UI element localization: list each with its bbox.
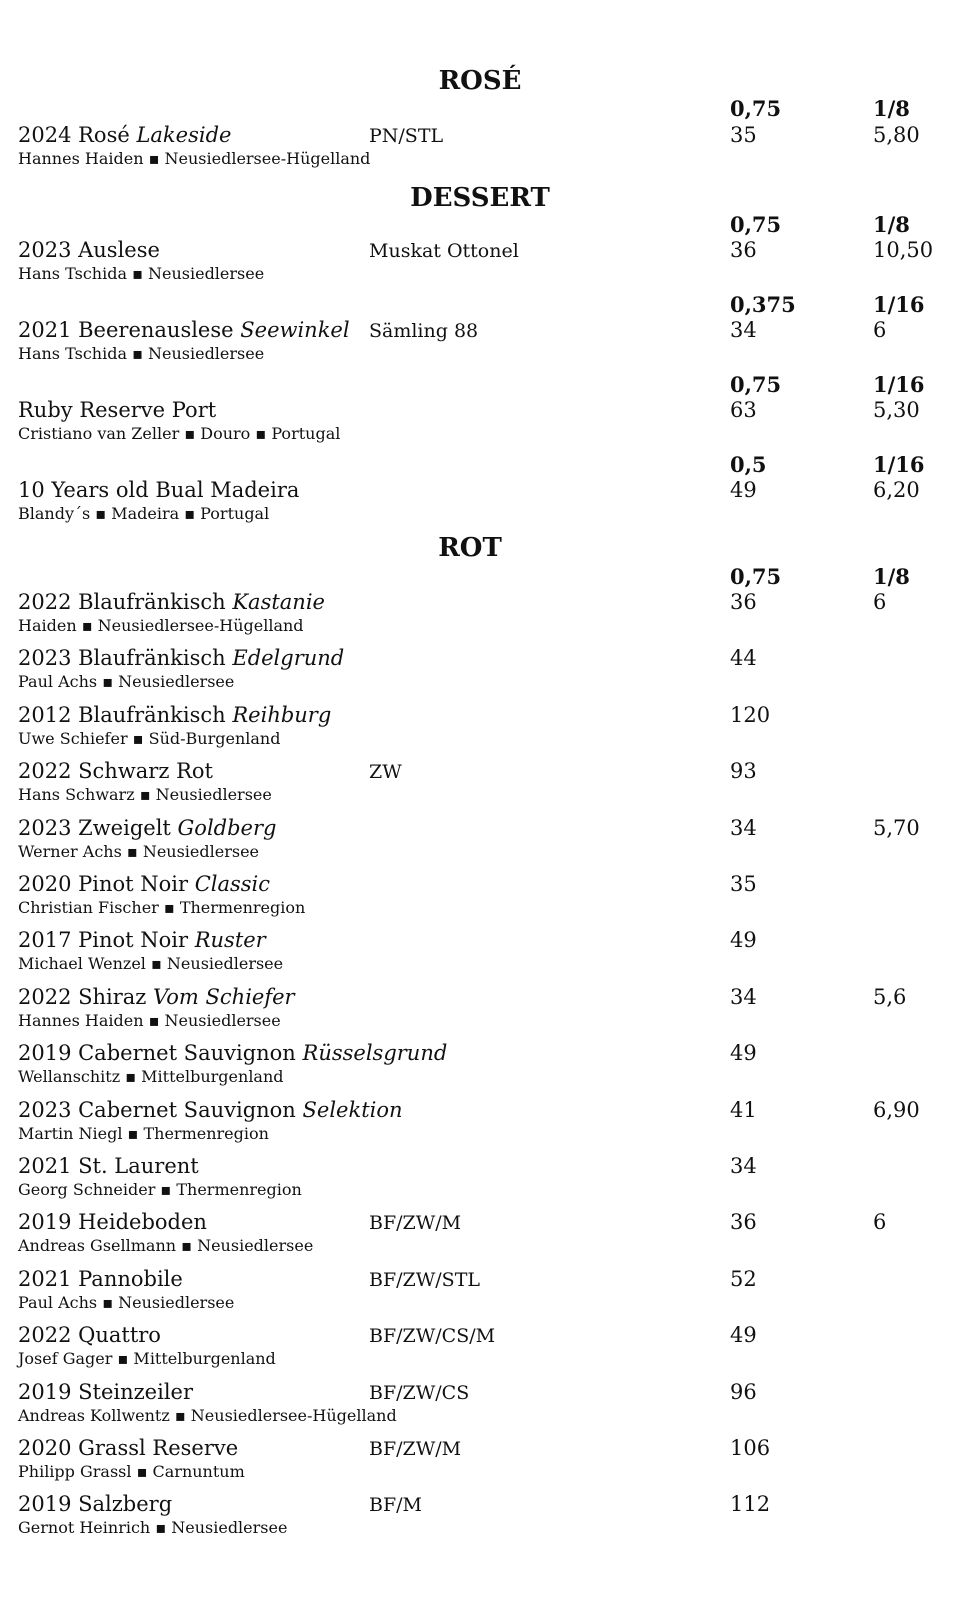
- wine-name: 2012 Blaufränkisch Reihburg: [18, 702, 332, 727]
- wine-entry: [18, 816, 938, 870]
- wine-producer: Uwe Schiefer ▪ Süd-Burgenland: [18, 728, 281, 748]
- price-bottle: 49: [730, 1041, 757, 1066]
- wine-producer: Hans Schwarz ▪ Neusiedlersee: [18, 785, 272, 805]
- wine-producer: Hannes Haiden ▪ Neusiedlersee: [18, 1010, 281, 1030]
- wine-entry: [18, 123, 938, 177]
- dessert-col-glass: 1/16: [873, 452, 925, 477]
- price-glass: 5,30: [873, 398, 920, 422]
- price-glass: 6: [873, 590, 887, 614]
- wine-producer: Hannes Haiden ▪ Neusiedlersee-Hügelland: [18, 149, 371, 168]
- wine-name: 2022 Quattro: [18, 1323, 161, 1348]
- wine-grape: PN/STL: [369, 125, 444, 147]
- price-glass: 10,50: [873, 238, 934, 262]
- wine-name: 2021 Beerenauslese Seewinkel: [18, 318, 350, 342]
- price-bottle: 41: [730, 1097, 757, 1122]
- wine-producer: Haiden ▪ Neusiedlersee-Hügelland: [18, 616, 304, 635]
- price-glass: 6: [873, 1210, 887, 1235]
- wine-entry: [18, 759, 938, 813]
- wine-entry: [18, 318, 938, 372]
- wine-entry: [18, 398, 938, 452]
- dessert-col-bottle: 0,5: [730, 452, 767, 477]
- rot-col-bottle: 0,75: [730, 564, 782, 589]
- price-glass: 6,20: [873, 478, 920, 502]
- wine-entry: [18, 1267, 938, 1321]
- price-bottle: 44: [730, 646, 757, 671]
- section-title-rose: ROSÉ: [438, 66, 522, 96]
- wine-producer: Werner Achs ▪ Neusiedlersee: [18, 841, 260, 861]
- wine-producer: Christian Fischer ▪ Thermenregion: [18, 898, 306, 917]
- wine-name: 2022 Shiraz Vom Schiefer: [18, 984, 295, 1009]
- wine-entry: [18, 1210, 938, 1264]
- price-bottle: 34: [730, 815, 757, 840]
- wine-producer: Georg Schneider ▪ Thermenregion: [18, 1180, 302, 1199]
- wine-producer: Hans Tschida ▪ Neusiedlersee: [18, 264, 265, 283]
- wine-name: 2019 Heideboden: [18, 1210, 207, 1235]
- wine-grape: Sämling 88: [369, 320, 479, 342]
- price-bottle: 36: [730, 590, 757, 614]
- wine-entry: [18, 985, 938, 1039]
- wine-name: 2024 Rosé Lakeside: [18, 123, 232, 147]
- wine-name: 2019 Salzberg: [18, 1492, 173, 1517]
- price-bottle: 49: [730, 478, 757, 502]
- price-bottle: 106: [730, 1436, 771, 1460]
- price-bottle: 34: [730, 984, 757, 1009]
- price-bottle: 35: [730, 123, 757, 147]
- wine-entry: [18, 1323, 938, 1377]
- price-glass: 5,80: [873, 123, 920, 147]
- wine-name: 10 Years old Bual Madeira: [18, 478, 300, 502]
- price-bottle: 34: [730, 1154, 757, 1178]
- price-bottle: 49: [730, 928, 757, 953]
- price-bottle: 36: [730, 1210, 757, 1235]
- dessert-col-glass: 1/16: [873, 372, 925, 397]
- wine-entry: [18, 478, 938, 532]
- price-bottle: 112: [730, 1492, 771, 1517]
- wine-producer: Martin Niegl ▪ Thermenregion: [18, 1123, 269, 1143]
- wine-entry: [18, 703, 938, 757]
- wine-producer: Gernot Heinrich ▪ Neusiedlersee: [18, 1518, 288, 1538]
- price-bottle: 93: [730, 759, 757, 784]
- dessert-col-bottle: 0,375: [730, 292, 796, 317]
- wine-producer: Wellanschitz ▪ Mittelburgenland: [18, 1067, 284, 1087]
- wine-entry: [18, 1154, 938, 1208]
- wine-entry: [18, 1041, 938, 1095]
- wine-name: 2023 Blaufränkisch Edelgrund: [18, 646, 345, 671]
- wine-entry: [18, 872, 938, 926]
- wine-grape: Muskat Ottonel: [369, 240, 519, 262]
- section-title-dessert: DESSERT: [410, 183, 550, 213]
- wine-producer: Andreas Gsellmann ▪ Neusiedlersee: [18, 1236, 314, 1256]
- wine-entry: [18, 1492, 938, 1546]
- price-bottle: 63: [730, 398, 757, 422]
- wine-grape: BF/M: [369, 1494, 423, 1517]
- wine-name: 2021 St. Laurent: [18, 1154, 199, 1178]
- rose-col-bottle: 0,75: [730, 96, 782, 121]
- wine-producer: Hans Tschida ▪ Neusiedlersee: [18, 344, 265, 363]
- wine-grape: BF/ZW/M: [369, 1212, 462, 1235]
- wine-producer: Michael Wenzel ▪ Neusiedlersee: [18, 954, 284, 974]
- price-bottle: 52: [730, 1266, 757, 1291]
- price-bottle: 36: [730, 238, 757, 262]
- price-glass: 6: [873, 318, 887, 342]
- wine-name: 2019 Steinzeiler: [18, 1379, 194, 1404]
- wine-name: 2023 Zweigelt Goldberg: [18, 815, 277, 840]
- price-bottle: 49: [730, 1323, 757, 1348]
- wine-entry: [18, 646, 938, 700]
- wine-producer: Andreas Kollwentz ▪ Neusiedlersee-Hügelland: [18, 1405, 397, 1425]
- wine-producer: Cristiano van Zeller ▪ Douro ▪ Portugal: [18, 424, 341, 443]
- wine-entry: [18, 928, 938, 982]
- wine-name: 2022 Blaufränkisch Kastanie: [18, 590, 325, 614]
- dessert-col-bottle: 0,75: [730, 372, 782, 397]
- wine-grape: BF/ZW/STL: [369, 1268, 480, 1291]
- wine-entry: [18, 1380, 938, 1434]
- wine-entry: [18, 590, 938, 644]
- wine-entry: [18, 1098, 938, 1152]
- rose-col-glass: 1/8: [873, 96, 910, 121]
- rot-col-glass: 1/8: [873, 564, 910, 589]
- wine-entry: [18, 238, 938, 292]
- wine-producer: Blandy´s ▪ Madeira ▪ Portugal: [18, 504, 270, 523]
- wine-producer: Philipp Grassl ▪ Carnuntum: [18, 1462, 245, 1481]
- price-bottle: 34: [730, 318, 757, 342]
- price-bottle: 120: [730, 702, 771, 727]
- wine-entry: [18, 1436, 938, 1490]
- wine-producer: Paul Achs ▪ Neusiedlersee: [18, 672, 235, 692]
- wine-grape: BF/ZW/M: [369, 1438, 462, 1460]
- wine-name: 2023 Cabernet Sauvignon Selektion: [18, 1097, 403, 1122]
- wine-producer: Josef Gager ▪ Mittelburgenland: [18, 1349, 276, 1369]
- price-glass: 5,6: [873, 984, 907, 1009]
- wine-grape: ZW: [369, 761, 402, 784]
- wine-grape: BF/ZW/CS: [369, 1381, 470, 1404]
- price-bottle: 35: [730, 872, 757, 896]
- wine-name: 2021 Pannobile: [18, 1266, 183, 1291]
- price-glass: 6,90: [873, 1097, 920, 1122]
- wine-name: Ruby Reserve Port: [18, 398, 217, 422]
- price-bottle: 96: [730, 1379, 757, 1404]
- dessert-col-glass: 1/16: [873, 292, 925, 317]
- dessert-col-glass: 1/8: [873, 212, 910, 237]
- wine-grape: BF/ZW/CS/M: [369, 1325, 496, 1348]
- section-title-rot: ROT: [438, 533, 502, 563]
- wine-name: 2023 Auslese: [18, 238, 160, 262]
- wine-name: 2017 Pinot Noir Ruster: [18, 928, 266, 953]
- wine-name: 2022 Schwarz Rot: [18, 759, 213, 784]
- wine-name: 2020 Grassl Reserve: [18, 1436, 239, 1460]
- wine-name: 2019 Cabernet Sauvignon Rüsselsgrund: [18, 1041, 448, 1066]
- wine-producer: Paul Achs ▪ Neusiedlersee: [18, 1292, 235, 1312]
- price-glass: 5,70: [873, 815, 920, 840]
- wine-name: 2020 Pinot Noir Classic: [18, 872, 271, 896]
- dessert-col-bottle: 0,75: [730, 212, 782, 237]
